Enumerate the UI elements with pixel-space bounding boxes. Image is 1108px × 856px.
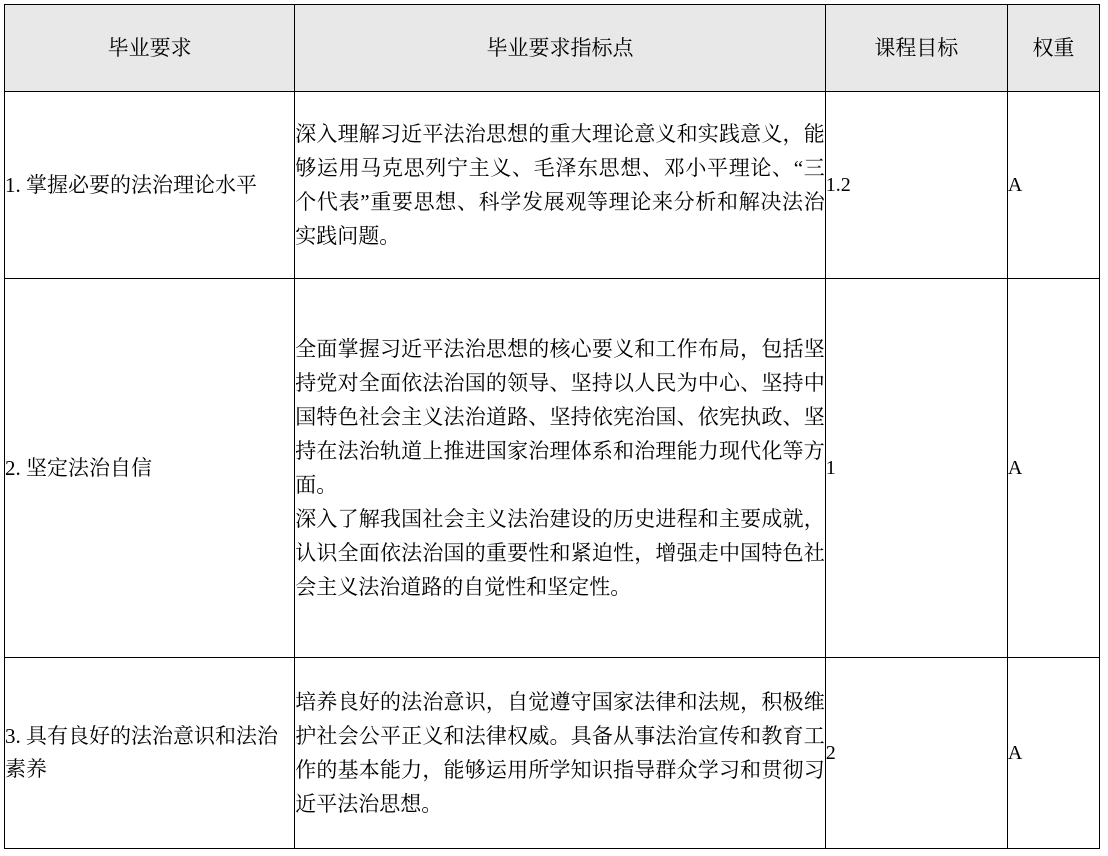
table-header [5,5,1100,92]
table-row [5,92,1100,279]
header-indicator-point: 毕业要求指标点 [295,5,825,92]
header-graduation-requirement: 毕业要求 [5,5,295,92]
table-header-row [5,5,1100,92]
cell-weight: A [1007,658,1099,849]
cell-indicator [295,92,825,279]
indicator-paragraph: 深入了解我国社会主义法治建设的历史进程和主要成就，认识全面依法治国的重要性和紧迫性，增强走中国特色社会主义法治道路的自觉性和坚定性。 [295,507,825,600]
cell-indicator [295,658,825,849]
cell-course-goal: 1.2 [825,92,1007,279]
cell-weight: A [1007,92,1099,279]
table-row [5,658,1100,849]
indicator-paragraph: 全面掌握习近平法治思想的核心要义和工作布局，包括坚持党对全面依法治国的领导、坚持以人民为中心、坚持中国特色社会主义法治道路、坚持依宪治国、依宪执政、坚持在法治轨道上推进国家治理体系和治理能力现代化等方面。 [295,336,825,497]
cell-course-goal: 1 [825,279,1007,658]
header-course-goal: 课程目标 [825,5,1007,92]
cell-requirement: 1. 掌握必要的法治理论水平 [5,92,295,279]
document-page [0,4,1108,856]
indicator-paragraph: 培养良好的法治意识，自觉遵守国家法律和法规，积极维护社会公平正义和法律权威。具备从事法治宣传和教育工作的基本能力，能够运用所学知识指导群众学习和贯彻习近平法治思想。 [295,689,825,817]
table-row [5,279,1100,658]
cell-indicator [295,279,825,658]
cell-weight: A [1007,279,1099,658]
indicator-paragraph: 深入理解习近平法治思想的重大理论意义和实践意义，能够运用马克思列宁主义、毛泽东思想、邓小平理论、“三个代表”重要思想、科学发展观等理论来分析和解决法治实践问题。 [295,121,825,249]
header-weight: 权重 [1007,5,1099,92]
graduation-requirements-table [4,4,1100,849]
table-body [5,92,1100,849]
cell-requirement: 3. 具有良好的法治意识和法治素养 [5,658,295,849]
cell-course-goal: 2 [825,658,1007,849]
cell-requirement: 2. 坚定法治自信 [5,279,295,658]
